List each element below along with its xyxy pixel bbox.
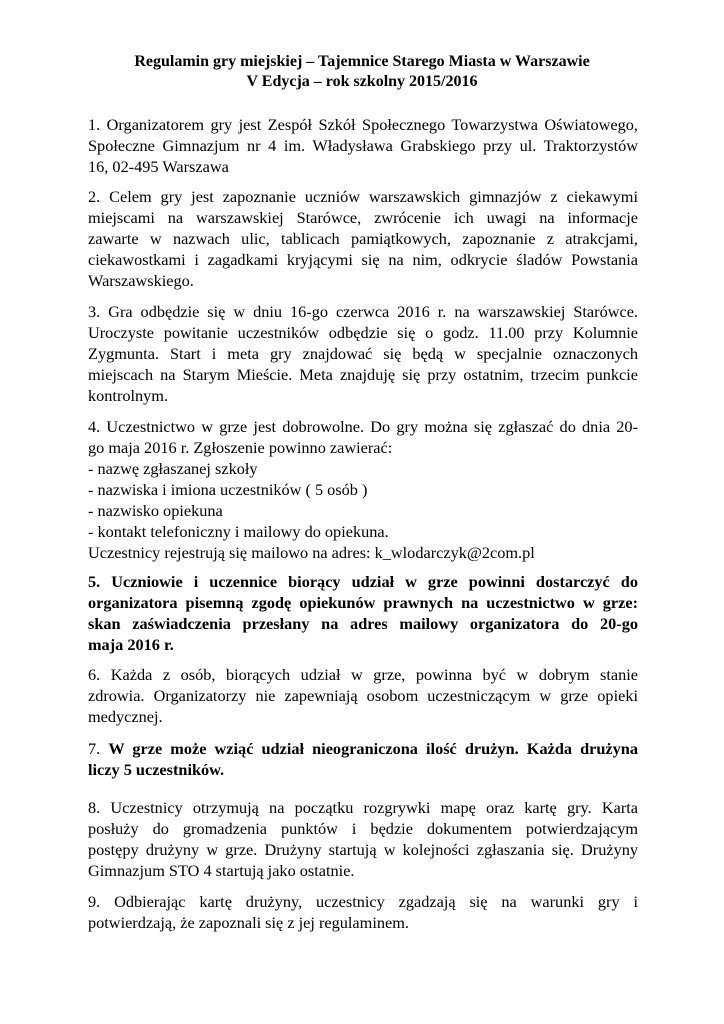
paragraph-line: Warszawskiego.: [88, 271, 194, 290]
paragraph-line: liczy 5 uczestników.: [88, 760, 225, 779]
paragraph-line: go maja 2016 r. Zgłoszenie powinno zawierać:: [88, 438, 393, 457]
paragraph-line: Gimnazjum STO 4 startują jako ostatnie.: [88, 861, 355, 880]
title-line-2: V Edycja – rok szkolny 2015/2016: [246, 73, 478, 90]
paragraph-line: miejscach na Starym Mieście. Meta znajduję się przy ostatnim, trzecim punkcie: [88, 365, 638, 384]
paragraph-line: 1. Organizatorem gry jest Zespół Szkół Społecznego Towarzystwa Oświatowego,: [88, 115, 638, 134]
paragraph-line: medycznej.: [88, 707, 163, 726]
paragraph-line: 6. Każda z osób, biorących udział w grze, powinna być w dobrym stanie: [88, 665, 638, 684]
paragraph-9: [88, 891, 638, 933]
paragraph-line: 4. Uczestnictwo w grze jest dobrowolne. Do gry można się zgłaszać do dnia 20-: [88, 417, 638, 436]
list-item: - nazwisko opiekuna: [88, 501, 223, 520]
list-item: - nazwę zgłaszanej szkoły: [88, 459, 258, 478]
paragraph-line: skan zaświadczenia przesłany na adres mailowy organizatora do 20-go: [88, 614, 638, 633]
paragraph-line: zawarte w nazwach ulic, tablicach pamiątkowych, zapoznanie z atrakcjami,: [88, 229, 638, 248]
list-item: - nazwiska i imiona uczestników ( 5 osób ): [88, 480, 368, 499]
paragraph-line: 16, 02-495 Warszawa: [88, 157, 229, 176]
paragraph-line: Społeczne Gimnazjum nr 4 im. Władysława Grabskiego przy ul. Traktorzystów: [88, 136, 638, 155]
paragraph-line: maja 2016 r.: [88, 635, 174, 654]
paragraph-number: 7.: [88, 739, 109, 758]
paragraph-line: zdrowia. Organizatorzy nie zapewniają osobom uczestniczącym w grze opieki: [88, 686, 638, 705]
registration-email-line: Uczestnicy rejestrują się mailowo na adres: k_wlodarczyk@2com.pl: [88, 543, 535, 562]
list-item: - kontakt telefoniczny i mailowy do opiekuna.: [88, 522, 389, 541]
paragraph-line: 9. Odbierając kartę drużyny, uczestnicy zgadzają się na warunki gry i: [88, 892, 638, 911]
document-title: [0, 52, 724, 92]
paragraph-line: Uroczyste powitanie uczestników odbędzie się o godz. 11.00 przy Kolumnie: [88, 323, 638, 342]
paragraph-line: 2. Celem gry jest zapoznanie uczniów warszawskich gimnazjów z ciekawymi: [88, 187, 638, 206]
paragraph-line: potwierdzają, że zapoznali się z jej regulaminem.: [88, 913, 409, 932]
paragraph-line: ciekawostkami i zagadkami kryjącymi się na nim, odkrycie śladów Powstania: [88, 250, 638, 269]
paragraph-3: [88, 301, 638, 406]
paragraph-4: [88, 416, 638, 563]
paragraph-line: posłuży do gromadzenia punktów i będzie dokumentem potwierdzającym: [88, 819, 638, 838]
paragraph-8: [88, 797, 638, 881]
paragraph-2: [88, 186, 638, 291]
paragraph-7: [88, 738, 638, 780]
paragraph-line: 3. Gra odbędzie się w dniu 16-go czerwca 2016 r. na warszawskiej Starówce.: [88, 302, 638, 321]
paragraph-line: miejscami na warszawskiej Starówce, zwrócenie ich uwagi na informacje: [88, 208, 638, 227]
paragraph-line: 5. Uczniowie i uczennice biorący udział w grze powinni dostarczyć do: [88, 572, 638, 591]
title-line-1: Regulamin gry miejskiej – Tajemnice Starego Miasta w Warszawie: [134, 53, 590, 70]
paragraph-line: 8. Uczestnicy otrzymują na początku rozgrywki mapę oraz kartę gry. Karta: [88, 798, 638, 817]
paragraph-line: postępy drużyny w grze. Drużyny startują w kolejności zgłaszania się. Drużyny: [88, 840, 638, 859]
bold-text: W grze może wziąć udział nieograniczona ilość drużyn. Każda drużyna: [108, 739, 638, 758]
paragraph-line: organizatora pisemną zgodę opiekunów prawnych na uczestnictwo w grze:: [88, 593, 638, 612]
paragraph-line: Zygmunta. Start i meta gry znajdować się będą w specjalnie oznaczonych: [88, 344, 638, 363]
paragraph-line: kontrolnym.: [88, 386, 169, 405]
paragraph-6: [88, 664, 638, 727]
paragraph-5: [88, 571, 638, 655]
paragraph-1: [88, 114, 638, 177]
paragraph-line: [88, 738, 638, 759]
